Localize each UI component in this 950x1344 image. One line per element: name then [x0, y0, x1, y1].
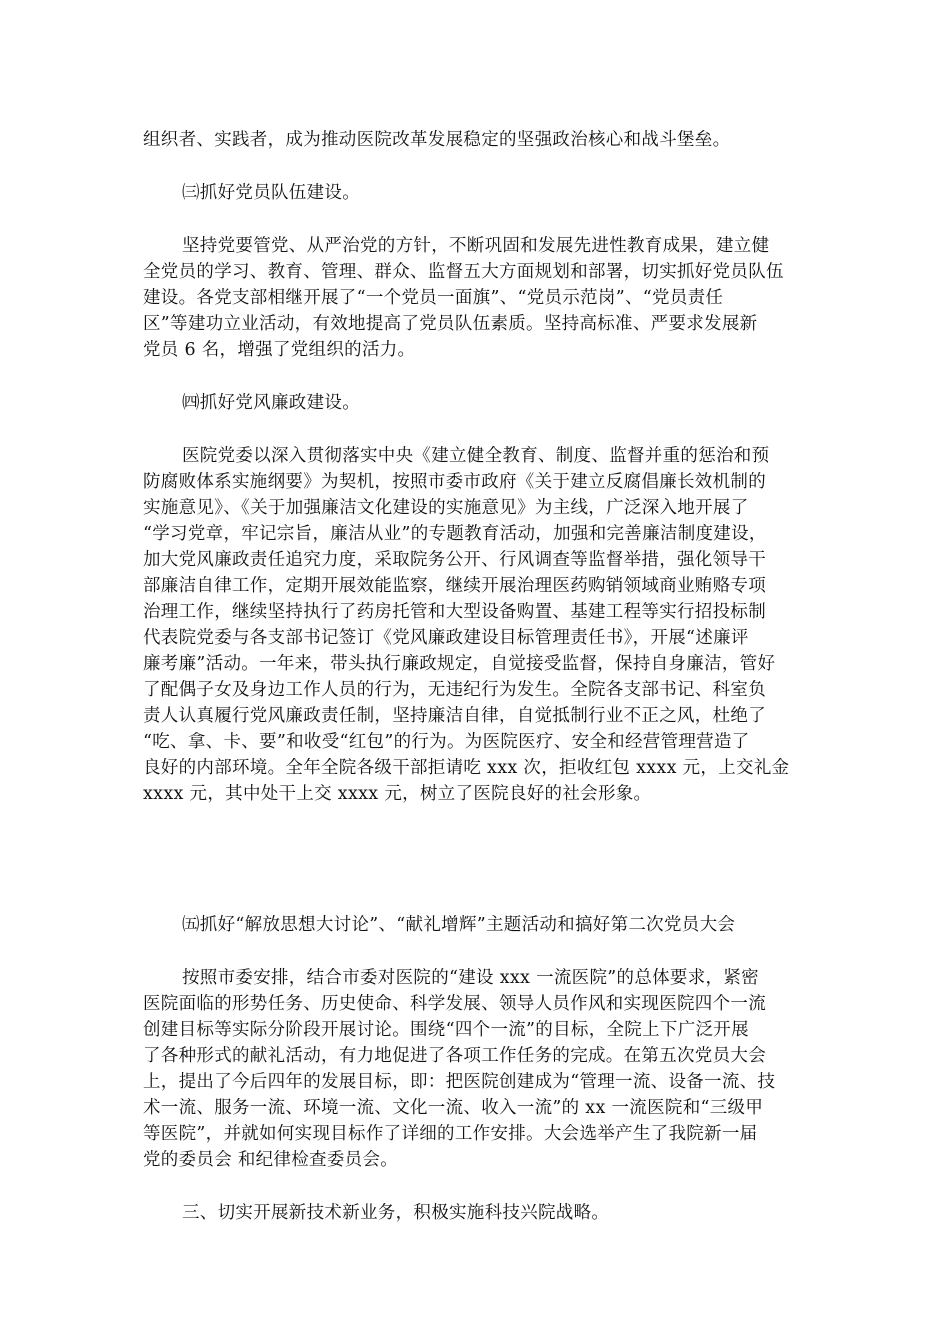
paragraph-line: 了各种形式的献礼活动，有力地促进了各项工作任务的完成。在第五次党员大会	[143, 1046, 766, 1066]
section-heading: ㈣抓好党风廉政建设。	[182, 393, 360, 413]
paragraph-line: 了配偶子女及身边工作人员的行为，无违纪行为发生。全院各支部书记、科室负	[143, 680, 766, 700]
paragraph-line: 医院面临的形势任务、历史使命、科学发展、领导人员作风和实现医院四个一流	[143, 994, 766, 1014]
section-heading: ㈤抓好“解放思想大讨论”、“献礼增辉”主题活动和搞好第二次党员大会	[182, 915, 736, 935]
paragraph-line: 部廉洁自律工作，定期开展效能监察，继续开展治理医药购销领域商业贿赂专项	[143, 576, 766, 596]
paragraph-line: 全党员的学习、教育、管理、群众、监督五大方面规划和部署，切实抓好党员队伍	[143, 262, 784, 282]
paragraph-line: 党的委员会 和纪律检查委员会。	[143, 1150, 399, 1170]
paragraph-line: 组织者、实践者，成为推动医院改革发展稳定的坚强政治核心和战斗堡垒。	[143, 130, 731, 150]
paragraph-line: 上，提出了今后四年的发展目标，即：把医院创建成为“管理一流、设备一流、技	[143, 1072, 776, 1092]
paragraph-line: 创建目标等实际分阶段开展讨论。围绕“四个一流”的目标，全院上下广泛开展	[143, 1020, 749, 1040]
paragraph-line: 加大党风廉政责任追究力度，采取院务公开、行风调查等监督举措，强化领导干	[143, 550, 766, 570]
section-heading: 三、切实开展新技术新业务，积极实施科技兴院战略。	[182, 1203, 610, 1223]
paragraph-line: 治理工作，继续坚持执行了药房托管和大型设备购置、基建工程等实行招投标制	[143, 602, 766, 622]
paragraph-line: 防腐败体系实施纲要》为契机，按照市委市政府《关于建立反腐倡廉长效机制的	[143, 472, 766, 492]
paragraph-line: xxxx 元，其中处干上交 xxxx 元，树立了医院良好的社会形象。	[143, 784, 652, 804]
paragraph-line: 术一流、服务一流、环境一流、文化一流、收入一流”的 xx 一流医院和“三级甲	[143, 1098, 764, 1118]
paragraph-line: “学习党章，牢记宗旨，廉洁从业”的专题教育活动，加强和完善廉洁制度建设，	[143, 524, 767, 544]
paragraph-line: 建设。各党支部相继开展了“一个党员一面旗”、“党员示范岗”、“党员责任	[143, 288, 724, 308]
paragraph-line: 党员 6 名，增强了党组织的活力。	[143, 340, 416, 360]
paragraph-line: 医院党委以深入贯彻落实中央《建立健全教育、制度、监督并重的惩治和预	[182, 446, 770, 466]
paragraph-line: 责人认真履行党风廉政责任制，坚持廉洁自律，自觉抵制行业不正之风，杜绝了	[143, 706, 766, 726]
paragraph-line: 坚持党要管党、从严治党的方针，不断巩固和发展先进性教育成果，建立健	[182, 236, 770, 256]
paragraph-line: 实施意见》、《关于加强廉洁文化建设的实施意见》为主线，广泛深入地开展了	[143, 498, 749, 518]
paragraph-line: 良好的内部环境。全年全院各级干部拒请吃 xxx 次，拒收红包 xxxx 元，上交礼金	[143, 758, 790, 778]
paragraph-line: 等医院”，并就如何实现目标作了详细的工作安排。大会选举产生了我院新一届	[143, 1124, 758, 1144]
paragraph-line: 代表院党委与各支部书记签订《党风廉政建设目标管理责任书》，开展“述廉评	[143, 628, 749, 648]
paragraph-line: “吃、拿、卡、要”和收受“红包”的行为。为医院医疗、安全和经营管理营造了	[143, 732, 750, 752]
paragraph-line: 按照市委安排，结合市委对医院的“建设 xxx 一流医院”的总体要求，紧密	[182, 968, 759, 988]
paragraph-line: 廉考廉”活动。一年来，带头执行廉政规定，自觉接受监督，保持自身廉洁，管好	[143, 654, 776, 674]
section-heading: ㈢抓好党员队伍建设。	[182, 183, 360, 203]
paragraph-line: 区”等建功立业活动，有效地提高了党员队伍素质。坚持高标准、严要求发展新	[143, 314, 758, 334]
